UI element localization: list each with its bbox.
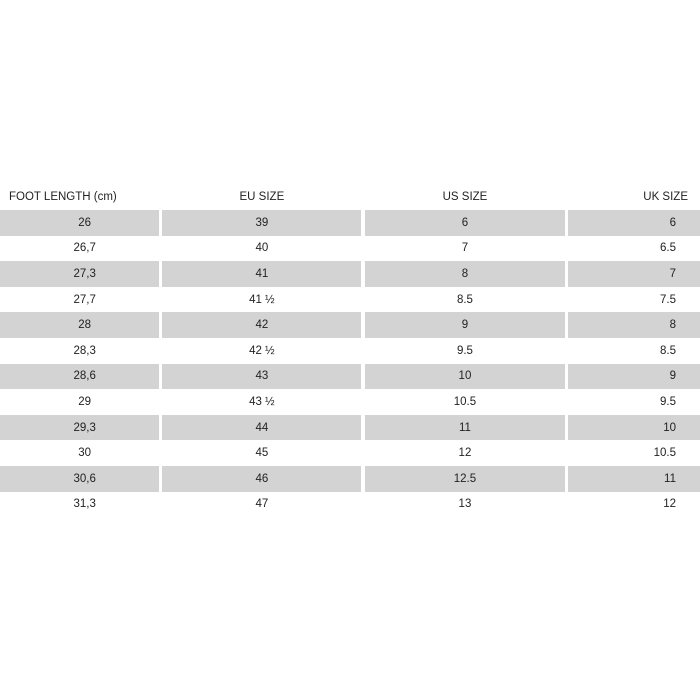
header-uk-size: UK SIZE [643, 191, 688, 203]
table-row [0, 492, 700, 518]
us-size-cell: 12.5 [365, 466, 564, 492]
uk-size-cell: 10 [568, 415, 700, 441]
table-row [0, 364, 700, 390]
uk-size-cell: 8 [568, 312, 700, 338]
uk-size-cell: 7 [568, 261, 700, 287]
uk-size-cell: 9.5 [660, 395, 676, 408]
uk-size-cell: 7.5 [660, 293, 676, 306]
eu-size-cell: 42 [162, 312, 361, 338]
eu-size-cell: 42 ½ [249, 344, 275, 357]
uk-size-cell: 12 [663, 498, 676, 511]
foot-length-cell: 27,3 [0, 261, 159, 287]
table-row [0, 236, 700, 262]
uk-size-cell: 6.5 [660, 242, 676, 255]
table-row [0, 389, 700, 415]
us-size-cell: 12 [458, 447, 472, 460]
table-row [0, 287, 700, 313]
uk-size-cell: 6 [568, 210, 700, 236]
us-size-cell: 6 [365, 210, 564, 236]
table-header-row [0, 184, 700, 210]
uk-size-cell: 9 [568, 364, 700, 390]
foot-length-cell: 29 [78, 395, 92, 408]
foot-length-cell: 31,3 [73, 498, 96, 511]
us-size-cell: 8 [365, 261, 564, 287]
foot-length-cell: 26,7 [73, 242, 96, 255]
us-size-cell: 11 [365, 415, 564, 441]
eu-size-cell: 43 [162, 364, 361, 390]
eu-size-cell: 40 [255, 242, 269, 255]
table-row [0, 466, 700, 492]
eu-size-cell: 46 [162, 466, 361, 492]
eu-size-cell: 41 [162, 261, 361, 287]
foot-length-cell: 28,3 [73, 344, 96, 357]
table-row [0, 338, 700, 364]
foot-length-cell: 27,7 [73, 293, 96, 306]
table-row [0, 210, 700, 236]
eu-size-cell: 45 [255, 447, 269, 460]
header-foot-length: FOOT LENGTH (cm) [9, 191, 117, 203]
eu-size-cell: 47 [255, 498, 269, 511]
table-row [0, 312, 700, 338]
foot-length-cell: 30 [78, 447, 92, 460]
table-row [0, 261, 700, 287]
uk-size-cell: 8.5 [660, 344, 676, 357]
uk-size-cell: 11 [568, 466, 700, 492]
uk-size-cell: 10.5 [653, 447, 676, 460]
foot-length-cell: 29,3 [0, 415, 159, 441]
us-size-cell: 10.5 [453, 395, 477, 408]
size-chart-table [0, 184, 700, 517]
us-size-cell: 10 [365, 364, 564, 390]
eu-size-cell: 44 [162, 415, 361, 441]
header-us-size: US SIZE [442, 191, 488, 203]
header-eu-size: EU SIZE [239, 191, 285, 203]
us-size-cell: 9.5 [456, 344, 473, 357]
us-size-cell: 9 [365, 312, 564, 338]
eu-size-cell: 43 ½ [249, 395, 275, 408]
us-size-cell: 13 [458, 498, 472, 511]
eu-size-cell: 39 [162, 210, 361, 236]
us-size-cell: 7 [461, 242, 469, 255]
table-row [0, 440, 700, 466]
eu-size-cell: 41 ½ [249, 293, 275, 306]
foot-length-cell: 28 [0, 312, 159, 338]
foot-length-cell: 28,6 [0, 364, 159, 390]
foot-length-cell: 26 [0, 210, 159, 236]
foot-length-cell: 30,6 [0, 466, 159, 492]
us-size-cell: 8.5 [456, 293, 473, 306]
table-row [0, 415, 700, 441]
